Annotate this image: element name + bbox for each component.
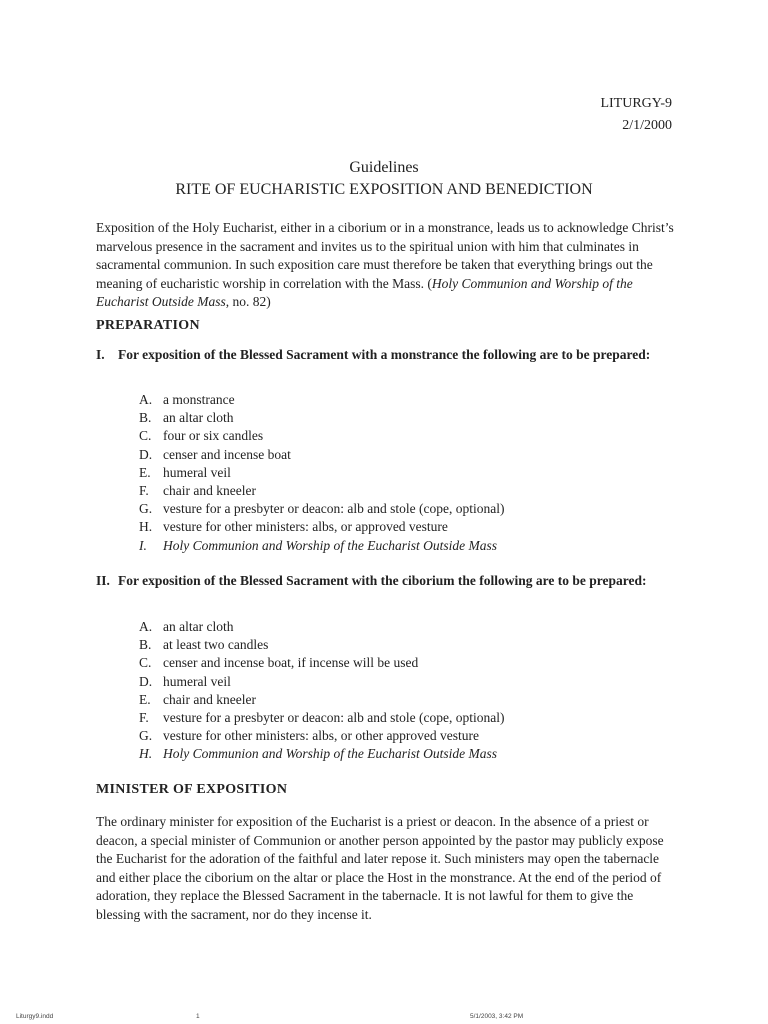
- section-2-heading: [96, 572, 676, 591]
- list-item: [139, 518, 505, 536]
- intro-citation-title: Holy Communion and Worship of the Eucharist Outside Mass: [96, 275, 633, 309]
- footer-timestamp: 5/1/2003, 3:42 PM: [470, 1013, 524, 1020]
- list-item-letter: A.: [139, 619, 153, 634]
- list-item-letter: D.: [139, 673, 153, 689]
- document-code: LITURGY-9: [600, 96, 672, 111]
- document-title: [0, 157, 768, 201]
- list-item-text: vesture for a presbyter or deacon: alb and stole (cope, optional): [163, 710, 505, 726]
- title-line-guidelines: Guidelines: [349, 159, 419, 176]
- minister-paragraph: The ordinary minister for exposition of the Eucharist is a priest or deacon. In the absence of a priest or deacon, a special minister of Communion or another person appointed by the pastor may publicly expose the Eucharist for the adoration of the faithful and later repose it. Such ministers may open the tabernacle and either place the ciborium on the altar or place the Host in the monstrance. At the end of the period of adoration, they replace the Blessed Sacrament in the tabernacle. It is not lawful for them to give the blessing with the sacrament, nor do they incense it.: [96, 814, 664, 922]
- list-item: [139, 727, 505, 745]
- intro-citation-rest: , no. 82): [225, 294, 271, 309]
- list-item-letter: B.: [139, 410, 152, 426]
- list-item-letter: G.: [139, 501, 153, 517]
- section-2-text: For exposition of the Blessed Sacrament with the ciborium the following are to be prepared:: [118, 573, 647, 588]
- list-item-letter: H.: [139, 519, 153, 535]
- list-item-text: censer and incense boat, if incense will be used: [163, 655, 419, 671]
- list-item: [139, 500, 505, 518]
- list-item-text: Holy Communion and Worship of the Eucharist Outside Mass: [163, 746, 497, 762]
- list-item-letter: D.: [139, 446, 153, 462]
- list-item: [139, 673, 505, 691]
- list-item-text: Holy Communion and Worship of the Eucharist Outside Mass: [163, 537, 497, 553]
- list-item-text: humeral veil: [163, 673, 231, 689]
- section-2-list: [139, 618, 505, 764]
- list-item-letter: C.: [139, 655, 152, 671]
- list-item: [139, 464, 505, 482]
- list-item-text: an altar cloth: [163, 410, 234, 426]
- list-item: [139, 409, 505, 427]
- list-item-text: at least two candles: [163, 637, 269, 653]
- list-item-letter: I.: [139, 537, 147, 553]
- list-item: [139, 427, 505, 445]
- list-item: [139, 482, 505, 500]
- preparation-heading: PREPARATION: [96, 318, 200, 333]
- list-item-text: vesture for other ministers: albs, or other approved vesture: [163, 728, 480, 744]
- list-item-letter: B.: [139, 637, 152, 653]
- section-1-text: For exposition of the Blessed Sacrament with a monstrance the following are to be prepared:: [118, 347, 651, 362]
- list-item: [139, 618, 505, 636]
- list-item-text: a monstrance: [163, 392, 235, 407]
- list-item: [139, 636, 505, 654]
- list-item-letter: E.: [139, 691, 151, 707]
- section-2-number: II.: [96, 573, 110, 588]
- list-item-text: an altar cloth: [163, 619, 234, 634]
- footer-filename: Liturgy9.indd: [16, 1013, 54, 1020]
- list-item: [139, 745, 505, 763]
- list-item: [139, 391, 505, 409]
- intro-text: Exposition of the Holy Eucharist, either in a ciborium or in a monstrance, leads us to acknowledge Christ’s marvelous presence in the sacrament and invites us to the spiritual union with him that culminates in sacramental communion. In such exposition care must therefore be taken that everything brings out the meaning of eucharistic worship in correlation with the Mass. (: [96, 220, 674, 291]
- document-date: 2/1/2000: [622, 118, 672, 133]
- list-item-text: four or six candles: [163, 428, 264, 444]
- list-item-text: humeral veil: [163, 464, 231, 480]
- minister-heading: MINISTER OF EXPOSITION: [96, 782, 288, 797]
- list-item-text: censer and incense boat: [163, 446, 291, 462]
- section-1-list: [139, 391, 505, 555]
- list-item-letter: F.: [139, 710, 149, 726]
- list-item-letter: A.: [139, 392, 153, 407]
- section-1-number: I.: [96, 347, 105, 362]
- list-item-letter: F.: [139, 483, 149, 499]
- list-item: [139, 709, 505, 727]
- list-item: [139, 537, 505, 555]
- list-item: [139, 691, 505, 709]
- document-header: [600, 93, 672, 137]
- list-item-letter: E.: [139, 464, 151, 480]
- list-item: [139, 446, 505, 464]
- list-item: [139, 654, 505, 672]
- list-item-text: vesture for a presbyter or deacon: alb and stole (cope, optional): [163, 501, 505, 517]
- section-1-heading: [96, 346, 676, 365]
- intro-paragraph: [96, 219, 676, 312]
- footer-page-number: 1: [196, 1013, 200, 1020]
- list-item-text: vesture for other ministers: albs, or approved vesture: [163, 519, 448, 535]
- list-item-text: chair and kneeler: [163, 691, 256, 707]
- list-item-letter: G.: [139, 728, 153, 744]
- list-item-letter: H.: [139, 746, 153, 762]
- title-line-rite: RITE OF EUCHARISTIC EXPOSITION AND BENEDICTION: [175, 181, 593, 198]
- list-item-text: chair and kneeler: [163, 483, 256, 499]
- list-item-letter: C.: [139, 428, 152, 444]
